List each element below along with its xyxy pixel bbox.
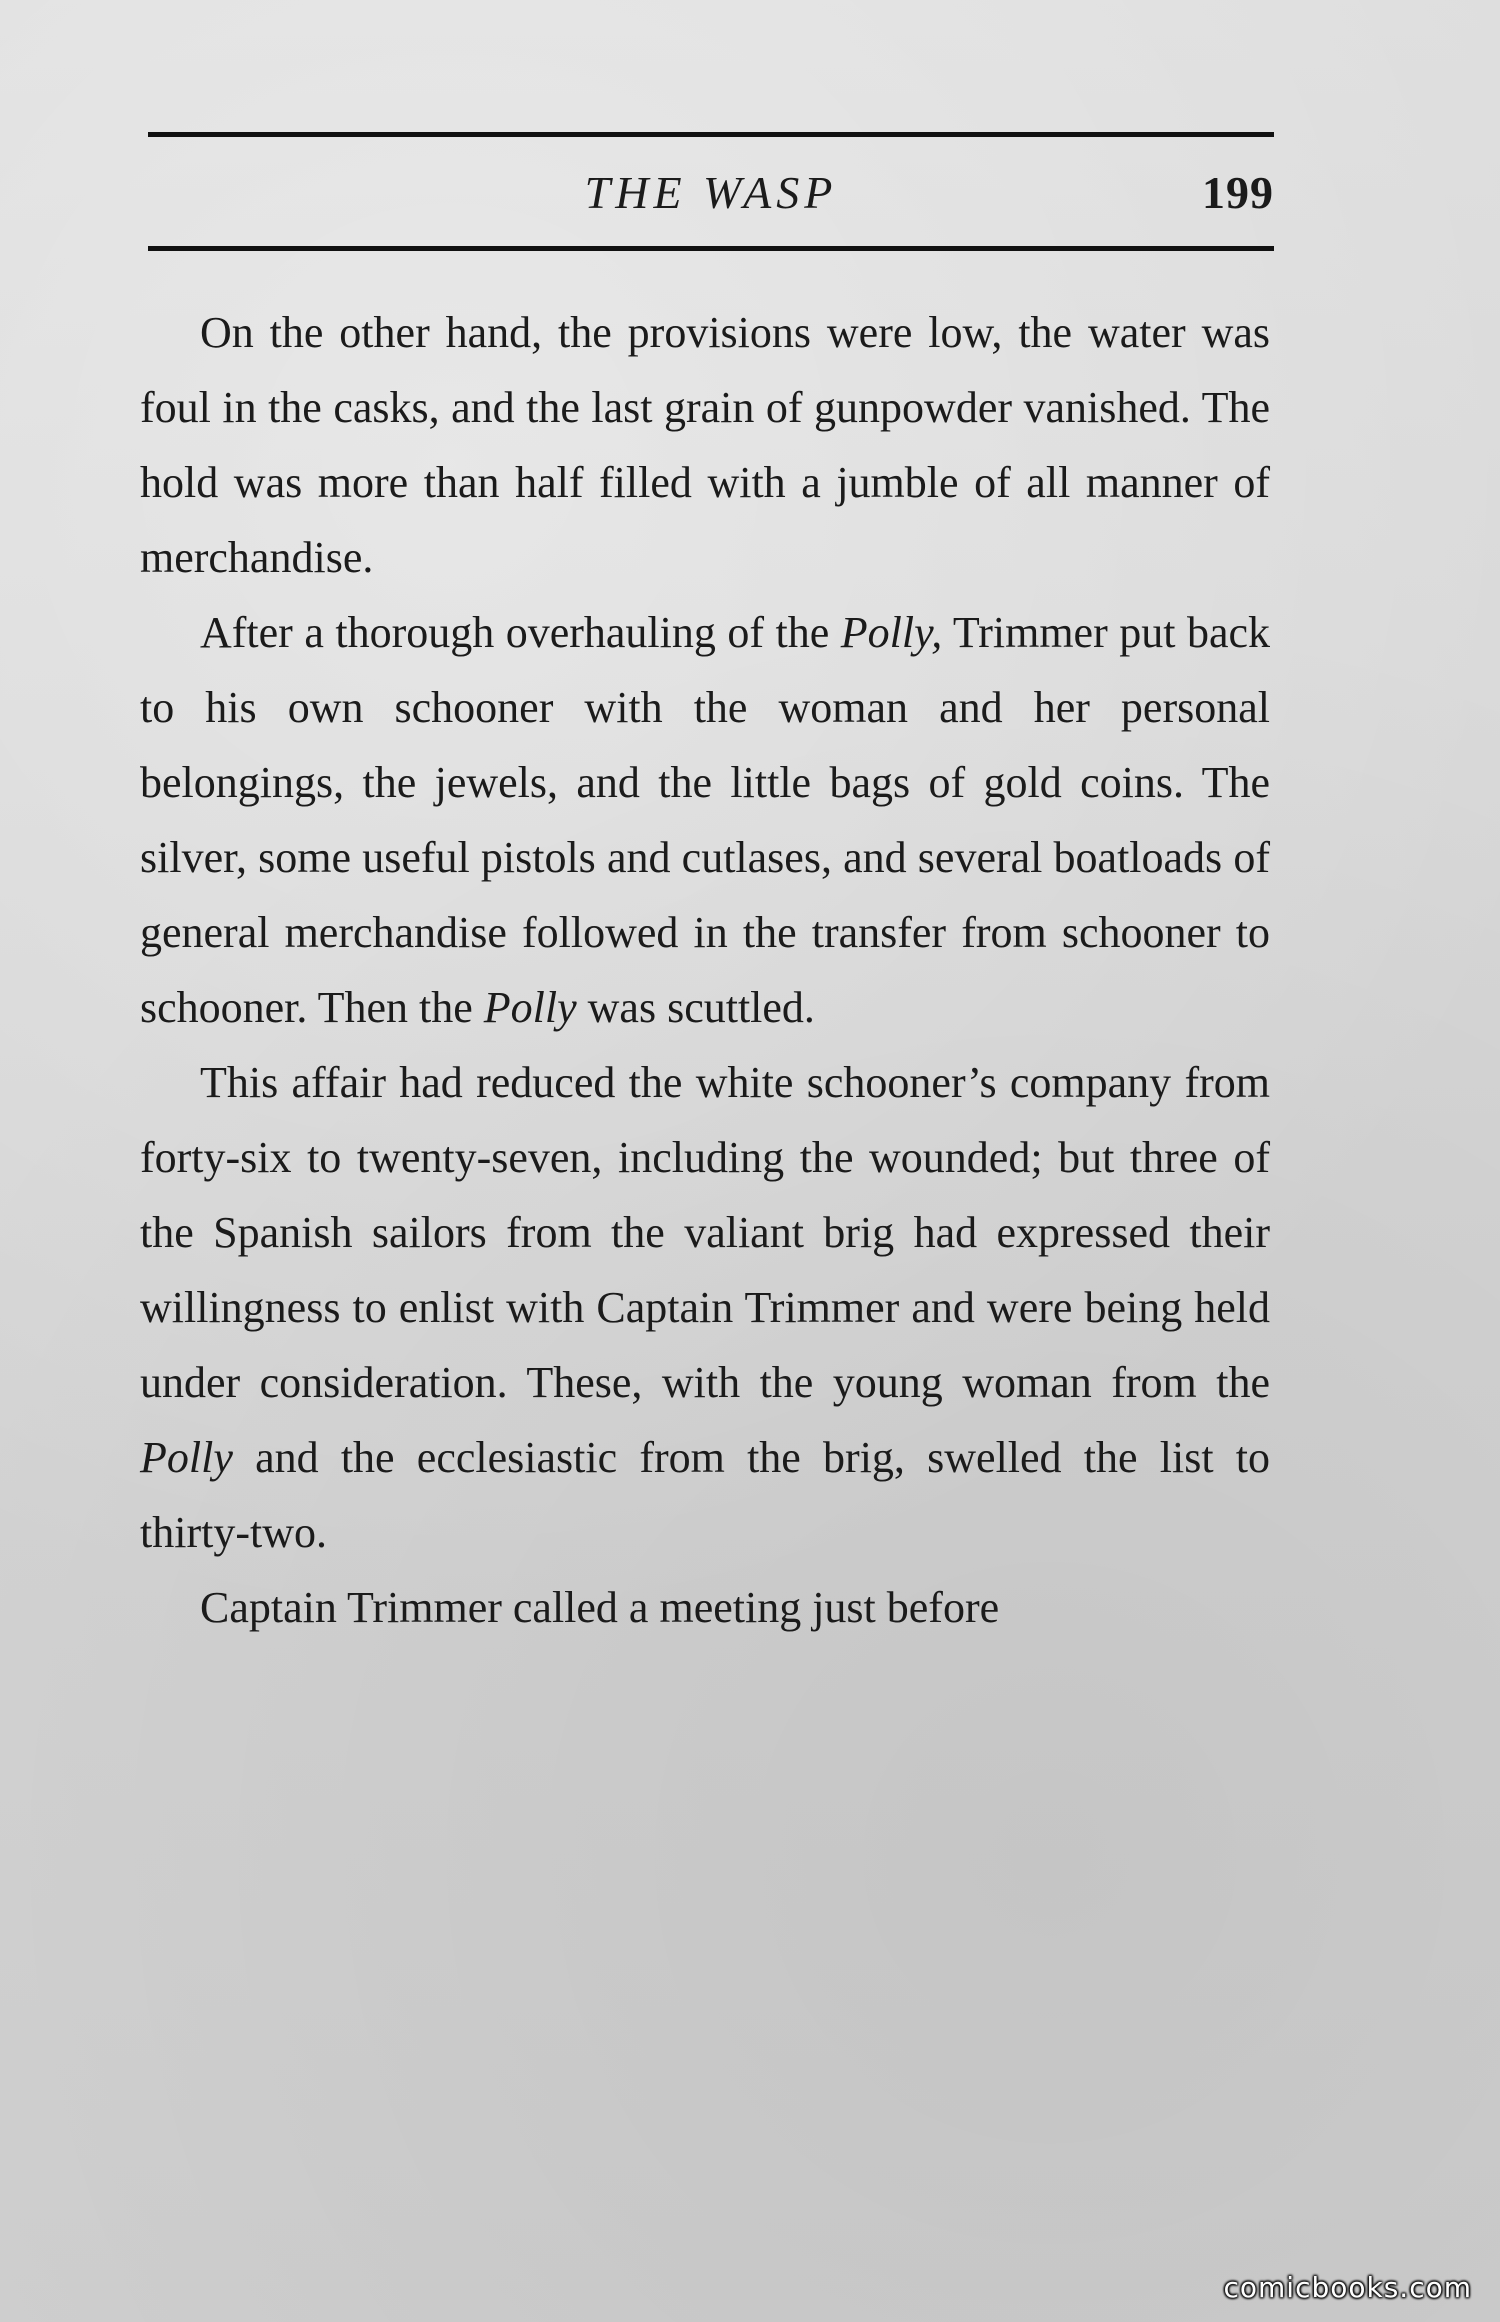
paragraph (140, 1570, 1270, 1645)
text-segment: This affair had reduced the white schooner’s company from forty-six to twenty-seven, including the wounded; but three of the Spanish sailors from the valiant brig had expressed their willingness to enlist with Captain Trimmer and were being held under consideration. These, with the young woman from the (140, 1058, 1270, 1407)
text-segment: Trimmer put back to his own schooner with the woman and her personal belongings, the jewels, and the little bags of gold coins. The silver, some useful pistols and cutlases, and several boatloads of general merchandise followed in the transfer from schooner to schooner. Then the (140, 608, 1271, 1032)
running-head (148, 154, 1274, 234)
page-number: 199 (1202, 167, 1274, 218)
paragraph (140, 295, 1270, 595)
header-bottom-rule (148, 246, 1274, 251)
running-title: THE WASP (584, 167, 838, 218)
text-segment: After a thorough overhauling of the (200, 608, 841, 657)
text-segment: was scuttled. (576, 983, 815, 1032)
paragraph (140, 1045, 1270, 1570)
watermark: comicbooks.com (1223, 2271, 1472, 2304)
text-segment: and the ecclesiastic from the brig, swelled the list to thirty-two. (140, 1433, 1270, 1557)
ship-name: Polly (140, 1433, 233, 1482)
text-segment: Captain Trimmer called a meeting just before (200, 1583, 1000, 1632)
ship-name: Polly (483, 983, 577, 1032)
text-segment: On the other hand, the provisions were low, the water was foul in the casks, and the last grain of gunpowder vanished. The hold was more than half filled with a jumble of all manner of merchandise. (140, 308, 1270, 582)
paragraph (140, 595, 1270, 1045)
body-text (140, 295, 1270, 1645)
header-top-rule (148, 132, 1274, 137)
ship-name: Polly, (840, 608, 943, 657)
